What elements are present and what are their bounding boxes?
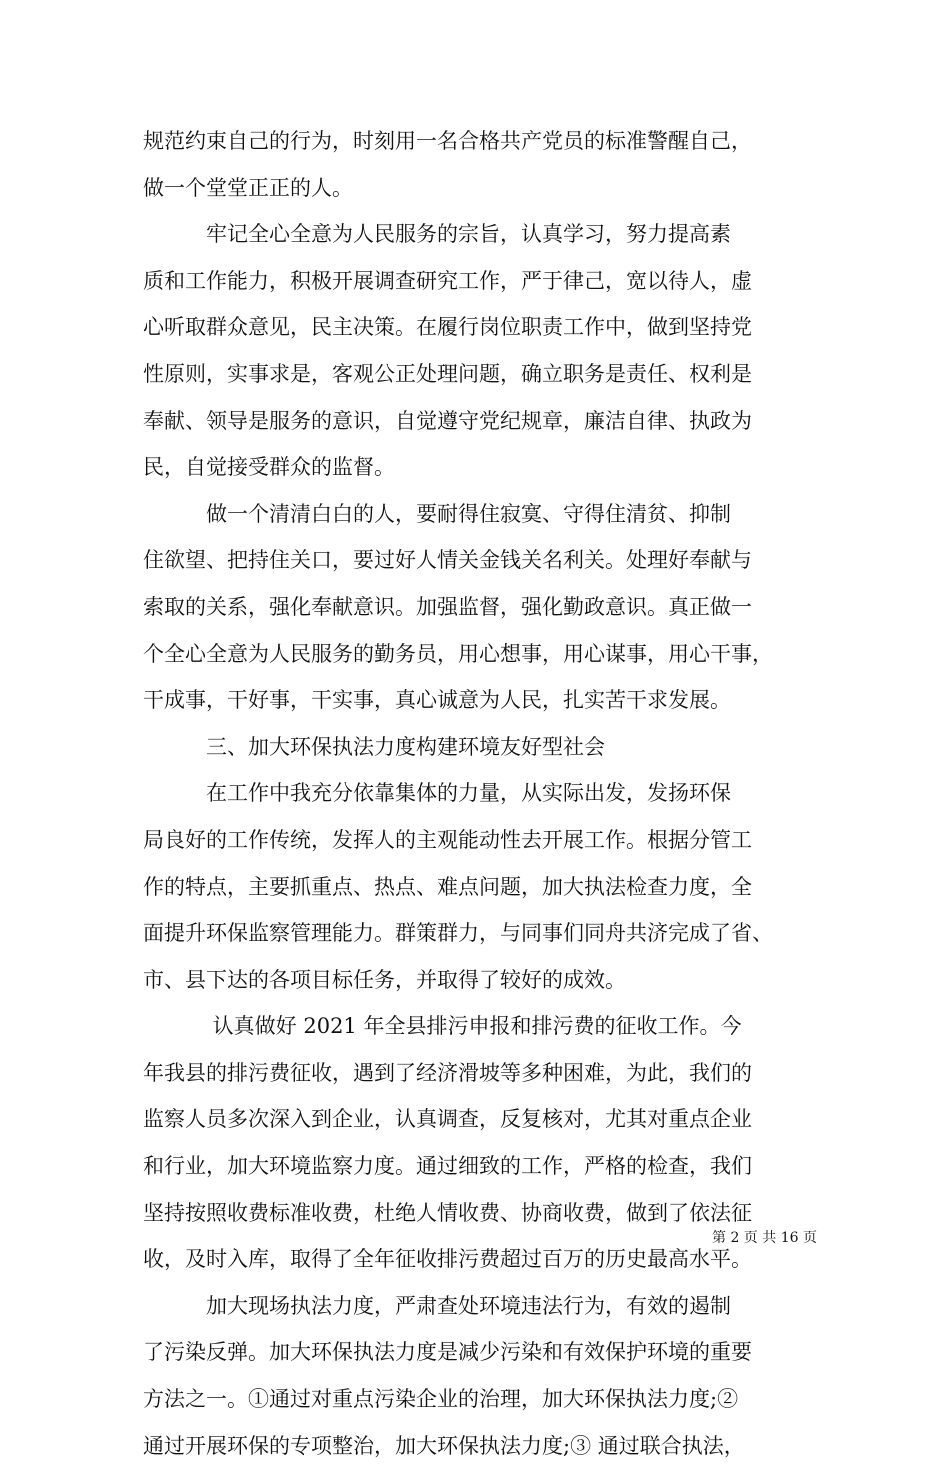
text-line: 心听取群众意见，民主决策。在履行岗位职责工作中，做到坚持党 [143, 315, 752, 340]
text-line: 认真做好 2021 年全县排污申报和排污费的征收工作。今 [143, 1014, 742, 1039]
text-line: 干成事，干好事，干实事，真心诚意为人民，扎实苦干求发展。 [143, 688, 731, 713]
text-line: 牢记全心全意为人民服务的宗旨，认真学习，努力提高素 [143, 222, 731, 247]
text-line: 收，及时入库，取得了全年征收排污费超过百万的历史最高水平。 [143, 1247, 752, 1272]
text-line: 通过开展环保的专项整治，加大环保执法力度;③ 通过联合执法， [143, 1433, 745, 1458]
text-line: 性原则，实事求是，客观公正处理问题，确立职务是责任、权利是 [143, 361, 752, 386]
text-line: 奉献、领导是服务的意识，自觉遵守党纪规章，廉洁自律、执政为 [143, 408, 752, 433]
text-line: 面提升环保监察管理能力。群策群力，与同事们同舟共济完成了省、 [143, 921, 773, 946]
text-line: 住欲望、把持住关口，要过好人情关金钱关名利关。处理好奉献与 [143, 548, 752, 573]
text-line: 索取的关系，强化奉献意识。加强监督，强化勤政意识。真正做一 [143, 594, 752, 619]
text-line: 作的特点，主要抓重点、热点、难点问题，加大执法检查力度，全 [143, 874, 752, 899]
text-line: 民，自觉接受群众的监督。 [143, 455, 395, 480]
text-line: 了污染反弹。加大环保执法力度是减少污染和有效保护环境的重要 [143, 1340, 752, 1365]
text-line: 规范约束自己的行为，时刻用一名合格共产党员的标准警醒自己， [143, 129, 752, 153]
text-line: 方法之一。①通过对重点污染企业的治理，加大环保执法力度;② [143, 1387, 739, 1412]
text-line: 在工作中我充分依靠集体的力量，从实际出发，发扬环保 [143, 781, 731, 806]
text-line: 个全心全意为人民服务的勤务员，用心想事，用心谋事，用心干事， [143, 641, 773, 666]
text-line: 监察人员多次深入到企业，认真调查，反复核对，尤其对重点企业 [143, 1107, 752, 1132]
text-line: 年我县的排污费征收，遇到了经济滑坡等多种困难，为此，我们的 [143, 1060, 752, 1085]
document-body [143, 118, 823, 1469]
text-line: 局良好的工作传统，发挥人的主观能动性去开展工作。根据分管工 [143, 827, 752, 852]
page-number-footer: 第 2 页 共 16 页 [712, 1230, 817, 1246]
text-line: 做一个堂堂正正的人。 [143, 175, 353, 200]
text-line: 加大现场执法力度，严肃查处环境违法行为，有效的遏制 [143, 1293, 731, 1318]
text-line: 质和工作能力，积极开展调查研究工作，严于律己，宽以待人，虚 [143, 268, 752, 293]
text-line: 和行业，加大环境监察力度。通过细致的工作，严格的检查，我们 [143, 1154, 752, 1179]
text-line: 做一个清清白白的人，要耐得住寂寞、守得住清贫、抑制 [143, 501, 731, 526]
text-line: 市、县下达的各项目标任务，并取得了较好的成效。 [143, 967, 626, 992]
text-line: 坚持按照收费标准收费，杜绝人情收费、协商收费，做到了依法征 [143, 1200, 752, 1225]
text-line: 三、加大环保执法力度构建环境友好型社会 [143, 734, 605, 759]
